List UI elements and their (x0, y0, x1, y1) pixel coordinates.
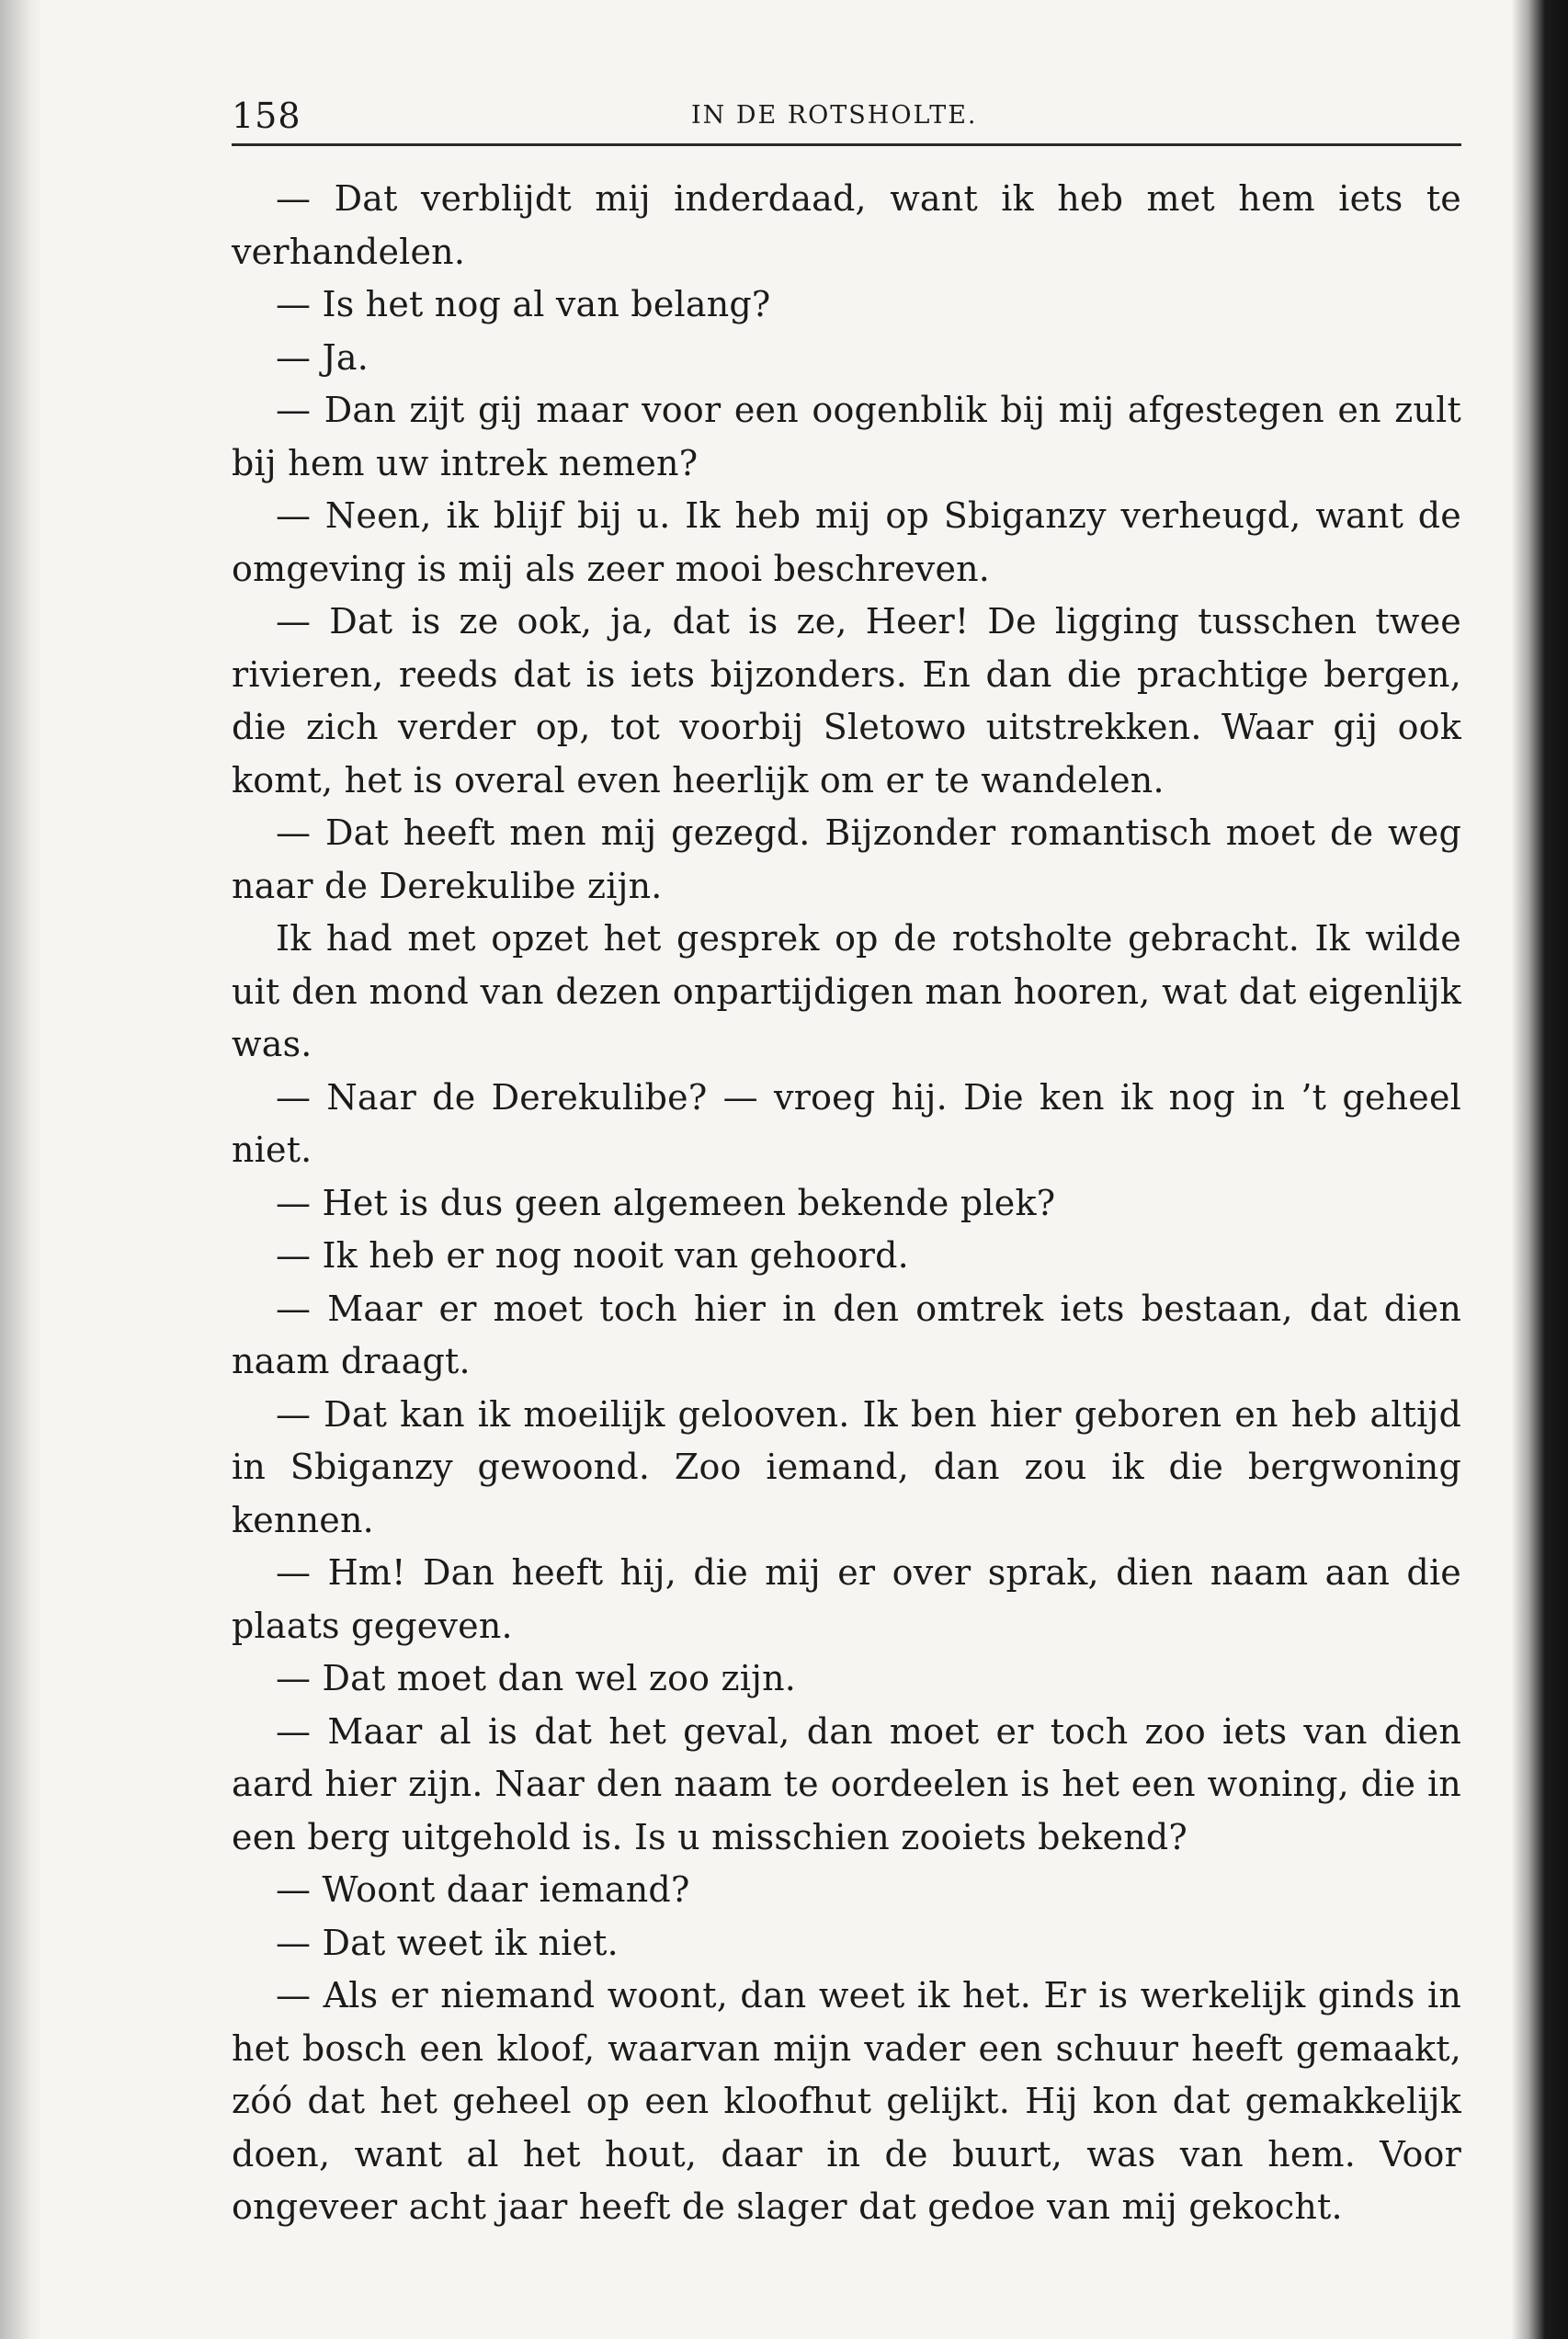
paragraph: — Maar er moet toch hier in den omtrek iets bestaan, dat dien naam draagt. (232, 1288, 1461, 1381)
paragraph: — Dat kan ik moeilijk gelooven. Ik ben hier geboren en heb altijd in Sbiganzy gewoond. Zoo iemand, dan zou ik die bergwoning kennen. (232, 1393, 1461, 1540)
scan-edge-left (0, 0, 42, 2339)
paragraph: — Ja. (276, 336, 369, 378)
paragraph: — Dat weet ik niet. (276, 1922, 619, 1963)
paragraph: — Dat verblijdt mij inderdaad, want ik heb met hem iets te verhandelen. (232, 178, 1461, 272)
paragraph: — Dan zijt gij maar voor een oogenblik bij mij afgestegen en zult bij hem uw intrek nemen? (232, 390, 1461, 483)
paragraph: — Naar de Derekulibe? — vroeg hij. Die ken ik nog in ’t geheel niet. (232, 1076, 1461, 1170)
paragraph: — Woont daar iemand? (276, 1869, 690, 1910)
paragraph: — Hm! Dan heeft hij, die mij er over sprak, dien naam aan die plaats gegeven. (232, 1552, 1461, 1646)
paragraph: — Neen, ik blijf bij u. Ik heb mij op Sbiganzy verheugd, want de omgeving is mij als zeer mooi beschreven. (232, 495, 1461, 589)
page-header (232, 88, 1461, 146)
body-text (232, 173, 1461, 2234)
paragraph: — Dat is ze ook, ja, dat is ze, Heer! De ligging tusschen twee rivieren, reeds dat is iets bijzonders. En dan die prachtige bergen, die zich verder op, tot voorbij Sletowo uitstrekken. Waar gij ook komt, het is overal even heerlijk om er te wandelen. (232, 601, 1461, 800)
paragraph: — Is het nog al van belang? (276, 284, 771, 324)
running-title: IN DE ROTSHOLTE. (691, 101, 978, 130)
scan-edge-right (1511, 0, 1568, 2339)
paragraph: — Dat moet dan wel zoo zijn. (276, 1658, 797, 1698)
paragraph: — Het is dus geen algemeen bekende plek? (276, 1182, 1056, 1223)
page-number: 158 (232, 96, 301, 136)
paragraph: — Ik heb er nog nooit van gehoord. (276, 1235, 909, 1276)
paragraph: Ik had met opzet het gesprek op de rotsholte gebracht. Ik wilde uit den mond van dezen onpartijdigen man hooren, wat dat eigenlijk was. (232, 918, 1461, 1064)
paragraph: — Maar al is dat het geval, dan moet er toch zoo iets van dien aard hier zijn. Naar den naam te oordeelen is het een woning, die in een berg uitgehold is. Is u misschien zooiets bekend? (232, 1710, 1461, 1857)
paragraph: — Als er niemand woont, dan weet ik het. Er is werkelijk ginds in het bosch een kloof, waarvan mijn vader een schuur heeft gemaakt, zóó dat het geheel op een kloofhut gelijkt. Hij kon dat gemakkelijk doen, want al het hout, daar in de buurt, was van hem. Voor ongeveer acht jaar heeft de slager dat gedoe van mij gekocht. (232, 1975, 1461, 2227)
paragraph: — Dat heeft men mij gezegd. Bijzonder romantisch moet de weg naar de Derekulibe zijn. (232, 812, 1461, 906)
